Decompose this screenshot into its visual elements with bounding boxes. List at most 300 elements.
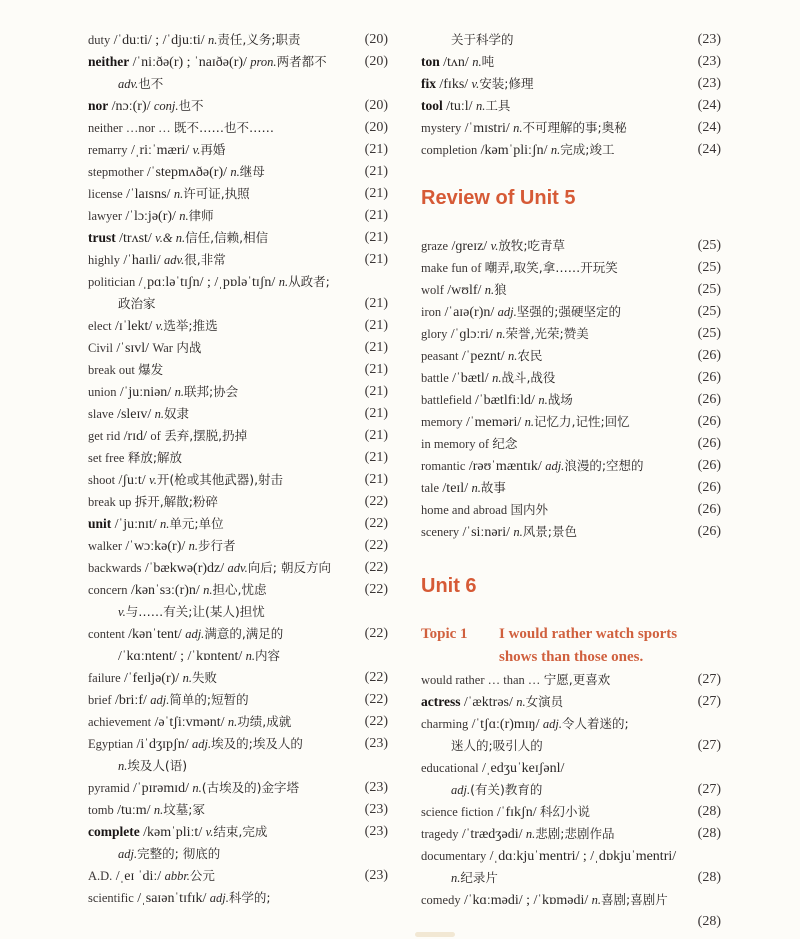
entry-part-of-speech: adv. [164, 253, 185, 267]
entry-page-number: (23) [697, 32, 721, 47]
entry-word: union [88, 385, 117, 399]
entry-word: unit [88, 516, 112, 531]
vocab-entry [421, 669, 721, 691]
entry-part-of-speech: v. [490, 239, 499, 253]
entry-phonetic: /ˈhaɪli/ [123, 253, 161, 268]
entry-part-of-speech: n. [513, 121, 523, 135]
topic-label: Topic 1 [421, 626, 468, 642]
entry-part-of-speech: n. [538, 393, 548, 407]
page-edge-decoration [415, 932, 455, 937]
entry-word: brief [88, 693, 112, 707]
entry-page-number: (28) [697, 870, 721, 885]
entry-part-of-speech: adj. [150, 693, 170, 707]
entry-part-of-speech: n. [496, 327, 506, 341]
entry-meaning: 内容 [255, 648, 281, 663]
entry-phonetic: /ˌriːˈmæri/ [130, 143, 190, 158]
entry-phonetic: /ˌsaɪənˈtɪfɪk/ [137, 891, 207, 906]
entry-page-number: (28) [697, 826, 721, 841]
entry-page-number: (26) [697, 436, 721, 451]
entry-part-of-speech: n. [192, 781, 202, 795]
entry-page-number: (21) [364, 252, 388, 267]
entry-phonetic: /ˈniːðə(r) ; ˈnaɪðə(r)/ [132, 55, 247, 70]
vocab-entry [421, 345, 721, 367]
entry-phonetic: /ˈsɪvl/ [116, 341, 150, 356]
entry-word: fix [421, 76, 436, 91]
entry-part-of-speech: n. [173, 187, 184, 201]
vocab-entry [421, 691, 721, 713]
entry-page-number: (21) [364, 296, 388, 311]
entry-page-number: (21) [364, 428, 388, 443]
entry-page-number: (22) [364, 516, 388, 531]
entry-word: break out [88, 363, 135, 377]
entry-meaning: 国内外 [510, 502, 548, 517]
entry-meaning: 安装;修理 [479, 76, 534, 91]
entry-word: lawyer [88, 209, 123, 223]
topic-title [421, 623, 721, 669]
vocab-entry [421, 323, 721, 345]
entry-word: concern [88, 583, 128, 597]
entry-word-extra: War [152, 341, 173, 355]
entry-word: failure [88, 671, 121, 685]
entry-page-number: (23) [697, 54, 721, 69]
entry-phonetic: /sleɪv/ [117, 407, 152, 422]
entry-word: tragedy [421, 827, 459, 841]
vocab-entry [421, 713, 721, 735]
entry-page-number: (22) [364, 560, 388, 575]
entry-phonetic: /ˈmɪstri/ [464, 121, 510, 136]
entry-part-of-speech: n. [153, 803, 164, 817]
vocab-entry [421, 279, 721, 301]
vocab-entry [88, 733, 388, 755]
entry-meaning: 联邦;协会 [183, 384, 239, 399]
entry-phonetic: /ˌdɑːkjuˈmentri/ ; /ˌdɒkjuˈmentri/ [489, 849, 677, 864]
entry-word: ton [421, 54, 440, 69]
vocab-entry [88, 491, 388, 513]
entry-meaning: 坟墓;冢 [163, 802, 205, 817]
entry-page-number: (21) [364, 362, 388, 377]
entry-page-number: (20) [364, 98, 388, 113]
vocab-entry [421, 117, 721, 139]
entry-part-of-speech: adj. [209, 891, 229, 905]
entry-word: license [88, 187, 123, 201]
vocab-entry [88, 227, 388, 249]
entry-meaning: 战场 [547, 392, 573, 407]
entry-meaning: 拆开,解散;粉碎 [134, 494, 218, 509]
vocab-entry [88, 29, 388, 51]
entry-continuation [88, 293, 388, 315]
entry-page-number: (25) [697, 282, 721, 297]
entry-meaning: 选举;推选 [163, 318, 218, 333]
topic-title-line2: shows than those ones. [499, 649, 644, 665]
entry-part-of-speech: conj. [153, 99, 179, 113]
entry-page-number: (24) [697, 142, 721, 157]
vocab-entry [421, 823, 721, 845]
entry-word: nor [88, 98, 109, 113]
entry-meaning: 农民 [517, 348, 543, 363]
entry-phonetic: /ʃuːt/ [118, 473, 146, 488]
entry-word: break up [88, 495, 132, 509]
entry-continuation [88, 601, 388, 623]
entry-meaning: 责任,义务;职责 [217, 32, 301, 47]
entry-phonetic: /ˈtʃɑː(r)mɪŋ/ [471, 717, 540, 732]
entry-meaning: 科幻小说 [539, 804, 590, 819]
entry-word: mystery [421, 121, 462, 135]
entry-page-number: (24) [697, 120, 721, 135]
vocab-entry [88, 579, 388, 601]
entry-part-of-speech: n. [179, 209, 189, 223]
entry-page-number: (22) [364, 670, 388, 685]
entry-meaning: 令人着迷的; [561, 716, 629, 731]
entry-phonetic: /ˈfeɪljə(r)/ [124, 671, 180, 686]
entry-word: glory [421, 327, 448, 341]
entry-meaning: 再婚 [200, 142, 226, 157]
entry-meaning: 向后; 朝反方向 [247, 560, 331, 575]
entry-meaning: 与……有关;让(某人)担忧 [125, 604, 265, 619]
entry-meaning: 埃及的;埃及人的 [211, 736, 303, 751]
entry-part-of-speech: n. [524, 415, 534, 429]
entry-phonetic: /ˈduːti/ ; /ˈdjuːti/ [113, 33, 205, 48]
entry-word: completion [421, 143, 478, 157]
entry-phonetic: /trʌst/ [119, 231, 152, 246]
entry-word: remarry [88, 143, 128, 157]
vocab-entry [421, 499, 721, 521]
vocab-entry [88, 139, 388, 161]
vocab-entry [421, 301, 721, 323]
entry-part-of-speech: n. [207, 33, 218, 47]
entry-phonetic: /tʌn/ [443, 55, 469, 70]
entry-continuation [421, 779, 721, 801]
entry-word: scenery [421, 525, 460, 539]
vocab-entry [421, 257, 721, 279]
entry-page-number: (25) [697, 238, 721, 253]
vocab-entry [88, 821, 388, 843]
entry-part-of-speech: v. [471, 77, 480, 91]
entry-word: wolf [421, 283, 444, 297]
vocab-entry [88, 447, 388, 469]
entry-page-number: (26) [697, 502, 721, 517]
entry-page-number: (21) [364, 208, 388, 223]
entry-meaning: 两者都不 [276, 54, 327, 69]
vocab-entry [88, 249, 388, 271]
unit6-word-list [421, 669, 721, 933]
entry-word: charming [421, 717, 469, 731]
entry-word: home and abroad [421, 503, 508, 517]
entry-phonetic: /ˈlaɪsns/ [126, 187, 171, 202]
vocab-entry [88, 359, 388, 381]
entry-phonetic: /əˈtʃiːvmənt/ [154, 715, 225, 730]
entry-part-of-speech: adj. [545, 459, 565, 473]
entry-part-of-speech: v. [155, 319, 164, 333]
entry-word: highly [88, 253, 120, 267]
entry-part-of-speech: adj. [192, 737, 212, 751]
entry-part-of-speech: n. [278, 275, 289, 289]
entry-phonetic: /ˈbækwə(r)dz/ [144, 561, 225, 576]
entry-part-of-speech: n. [227, 715, 238, 729]
entry-page-number: (26) [697, 370, 721, 385]
entry-word: Civil [88, 341, 114, 355]
entry-continuation [88, 843, 388, 865]
entry-word: shoot [88, 473, 116, 487]
entry-phonetic: /ˌedʒuˈkeɪʃənl/ [482, 761, 565, 776]
entry-word: Egyptian [88, 737, 134, 751]
entry-part-of-speech: n. [154, 407, 165, 421]
entry-word: graze [421, 239, 449, 253]
entry-phonetic: /ˈbætl/ [452, 371, 489, 386]
vocab-entry [421, 139, 721, 161]
entry-phonetic: /ˈpeznt/ [461, 349, 505, 364]
review-word-list [421, 235, 721, 543]
vocab-entry [88, 799, 388, 821]
vocab-entry [88, 205, 388, 227]
entry-page-number: (21) [364, 318, 388, 333]
vocab-entry [88, 777, 388, 799]
entry-meaning: 狼 [494, 282, 507, 297]
vocab-entry [88, 161, 388, 183]
entry-meaning: 爆发 [138, 362, 164, 377]
vocab-entry [421, 73, 721, 95]
entry-page-number: (23) [364, 780, 388, 795]
entry-phonetic: /ˈpɪrəmɪd/ [133, 781, 190, 796]
entry-part-of-speech: v. [192, 143, 201, 157]
entry-meaning: 许可证,执照 [183, 186, 250, 201]
entry-part-of-speech: n. [451, 871, 461, 885]
entry-phonetic: /tuːm/ [117, 803, 151, 818]
vocab-entry [421, 367, 721, 389]
entry-meaning: 很,非常 [184, 252, 226, 267]
entry-part-of-speech: n. [513, 525, 523, 539]
vocab-entry [88, 557, 388, 579]
entry-meaning: 纪念 [492, 436, 518, 451]
entry-part-of-speech: n. [475, 99, 486, 113]
entry-meaning: 步行者 [198, 538, 236, 553]
vocab-entry [88, 381, 388, 403]
entry-meaning: 丢弃,摆脱,扔掉 [164, 428, 248, 443]
entry-page-number: (27) [697, 738, 721, 753]
entry-part-of-speech: n. [188, 539, 198, 553]
review-heading: Review of Unit 5 [421, 187, 576, 209]
vocab-entry [88, 689, 388, 711]
vocab-entry [421, 411, 721, 433]
entry-phonetic: /wʊlf/ [447, 283, 482, 298]
entry-word: slave [88, 407, 114, 421]
entry-meaning: 故事 [480, 480, 506, 495]
entry-part-of-speech: adj. [497, 305, 517, 319]
entry-phonetic: /tuːl/ [446, 99, 473, 114]
entry-phonetic: /ˈæktrəs/ [463, 695, 513, 710]
entry-part-of-speech: adv. [227, 561, 248, 575]
entry-phonetic: /ˈkɑːmədi/ ; /ˈkɒmədi/ [463, 893, 589, 908]
entry-meaning: 政治家 [118, 296, 156, 311]
entry-meaning: 完整的; 彻底的 [137, 846, 221, 861]
entry-phonetic: /ˈfɪkʃn/ [496, 805, 537, 820]
entry-meaning: 功绩,成就 [237, 714, 292, 729]
entry-word: duty [88, 33, 111, 47]
entry-meaning: 完成;竣工 [560, 142, 615, 157]
entry-page-number: (27) [697, 672, 721, 687]
vocab-entry [88, 315, 388, 337]
entry-page-number: (23) [364, 736, 388, 751]
entry-word: battlefield [421, 393, 472, 407]
entry-phonetic: /ˈaɪə(r)n/ [444, 305, 495, 320]
entry-part-of-speech: n. [550, 143, 561, 157]
entry-part-of-speech: pron. [250, 55, 277, 69]
vocab-entry [88, 337, 388, 359]
entry-word: trust [88, 230, 116, 245]
entry-meaning: 浪漫的;空想的 [564, 458, 644, 473]
entry-word: stepmother [88, 165, 144, 179]
entry-page-number: (26) [697, 414, 721, 429]
entry-part-of-speech: n. [525, 827, 536, 841]
entry-phonetic: /ˌeɪ ˈdiː/ [115, 869, 162, 884]
entry-part-of-speech: n. [203, 583, 213, 597]
entry-phonetic: /rəʊˈmæntɪk/ [468, 459, 542, 474]
entry-word: set free [88, 451, 125, 465]
entry-page-number: (21) [364, 164, 388, 179]
entry-word: achievement [88, 715, 152, 729]
entry-part-of-speech: adv. [118, 77, 139, 91]
entry-continuation [88, 73, 388, 95]
entry-page-number: (25) [697, 260, 721, 275]
entry-part-of-speech: v. [118, 605, 126, 619]
entry-word: would rather … than … [421, 673, 541, 687]
entry-part-of-speech: n. [492, 371, 502, 385]
entry-part-of-speech: n. [160, 517, 170, 531]
entry-part-of-speech: n. [245, 649, 256, 663]
entry-page-number: (26) [697, 348, 721, 363]
entry-page-number: (23) [697, 76, 721, 91]
entry-meaning: 科学的; [228, 890, 271, 905]
entry-page-number: (26) [697, 458, 721, 473]
entry-phonetic: /ˈstepmʌðə(r)/ [146, 165, 228, 180]
entry-phonetic: /ˈjuːniən/ [119, 385, 172, 400]
entry-phonetic: /ˈtrædʒədi/ [461, 827, 523, 842]
entry-meaning: 埃及人(语) [127, 758, 188, 773]
entry-word: neither [88, 54, 130, 69]
vocab-entry [421, 95, 721, 117]
entry-continuation [421, 867, 721, 889]
entry-part-of-speech: n. [516, 695, 526, 709]
entry-meaning: 释放;解放 [127, 450, 183, 465]
vocab-entry [421, 455, 721, 477]
entry-page-number: (20) [364, 54, 388, 69]
entry-word: tool [421, 98, 443, 113]
entry-page-number: (26) [697, 524, 721, 539]
entry-phonetic: /ˈbætlfiːld/ [475, 393, 535, 408]
entry-phonetic: /ˈɡlɔːri/ [450, 327, 493, 342]
entry-word: neither …nor … [88, 121, 171, 135]
entry-page-number: (22) [364, 714, 388, 729]
entry-phonetic: /ˈwɔːkə(r)/ [125, 539, 186, 554]
entry-phonetic: /iˈdʒɪpʃn/ [136, 737, 189, 752]
entry-part-of-speech: n. [471, 481, 481, 495]
vocab-entry [88, 117, 388, 139]
entry-page-number: (21) [364, 230, 388, 245]
entry-page-number: (21) [364, 450, 388, 465]
entry-meaning: 也不 [178, 98, 204, 113]
entry-phonetic: /fɪks/ [439, 77, 469, 92]
vocab-entry [88, 887, 388, 909]
unit-heading: Unit 6 [421, 575, 477, 597]
entry-word: iron [421, 305, 442, 319]
entry-page-number: (20) [364, 120, 388, 135]
unit5-remaining-list [421, 29, 721, 161]
entry-part-of-speech: adj. [451, 783, 471, 797]
entry-phonetic: /rɪd/ [123, 429, 148, 444]
vocab-entry [88, 667, 388, 689]
vocab-entry [421, 801, 721, 823]
vocab-entry [421, 51, 721, 73]
entry-page-number: (22) [364, 538, 388, 553]
vocab-entry [421, 845, 721, 867]
entry-word: politician [88, 275, 136, 289]
vocab-entry [88, 469, 388, 491]
entry-meaning: 公元 [189, 868, 215, 883]
entry-part-of-speech: n. [230, 165, 240, 179]
entry-page-number: (23) [364, 824, 388, 839]
entry-page-number: (27) [697, 694, 721, 709]
entry-meaning: 关于科学的 [451, 32, 514, 47]
entry-meaning: 工具 [485, 98, 511, 113]
vocab-entry [421, 757, 721, 779]
entry-word: documentary [421, 849, 487, 863]
vocab-entry [88, 95, 388, 117]
vocab-entry [421, 521, 721, 543]
entry-phonetic: /teɪl/ [442, 481, 469, 496]
vocab-entry [421, 389, 721, 411]
entry-phonetic: /ˈsiːnəri/ [462, 525, 510, 540]
entry-phonetic: /ˈjuːnɪt/ [114, 517, 157, 532]
entry-continuation [421, 29, 721, 51]
entry-page-number: (25) [697, 304, 721, 319]
entry-word: walker [88, 539, 123, 553]
vocab-entry [421, 235, 721, 257]
entry-part-of-speech: v.& n. [155, 231, 186, 245]
vocab-entry [421, 889, 721, 911]
vocab-entry [88, 513, 388, 535]
vocab-entry [88, 425, 388, 447]
entry-page-number: (20) [364, 32, 388, 47]
entry-word: romantic [421, 459, 466, 473]
entry-meaning: 继母 [239, 164, 265, 179]
entry-part-of-speech: adj. [185, 627, 205, 641]
entry-page-number: (26) [697, 480, 721, 495]
entry-word-extra: of [150, 429, 161, 443]
entry-page-number: (25) [697, 326, 721, 341]
vocab-entry [88, 623, 388, 645]
entry-page-number: (26) [697, 392, 721, 407]
entry-word: science fiction [421, 805, 494, 819]
entry-meaning: 悲剧;悲剧作品 [535, 826, 615, 841]
entry-part-of-speech: n. [118, 759, 128, 773]
entry-meaning: 不可理解的事;奥秘 [522, 120, 627, 135]
entry-word: battle [421, 371, 449, 385]
entry-part-of-speech: abbr. [164, 869, 190, 883]
entry-meaning: 失败 [191, 670, 217, 685]
entry-meaning: 简单的;短暂的 [169, 692, 249, 707]
entry-word: content [88, 627, 125, 641]
entry-meaning: 放牧;吃青草 [498, 238, 566, 253]
entry-page-number: (23) [364, 802, 388, 817]
vocab-entry [88, 271, 388, 293]
entry-part-of-speech: n. [174, 385, 184, 399]
entry-meaning: (有关)教育的 [470, 782, 543, 797]
entry-continuation [421, 735, 721, 757]
entry-page-number: (22) [364, 582, 388, 597]
entry-phonetic: /ˌpɑːləˈtɪʃn/ ; /ˌpɒləˈtɪʃn/ [138, 275, 276, 290]
entry-meaning: (古埃及的)金字塔 [201, 780, 300, 795]
entry-part-of-speech: v. [149, 473, 157, 487]
entry-phonetic: /ɪˈlekt/ [114, 319, 153, 334]
